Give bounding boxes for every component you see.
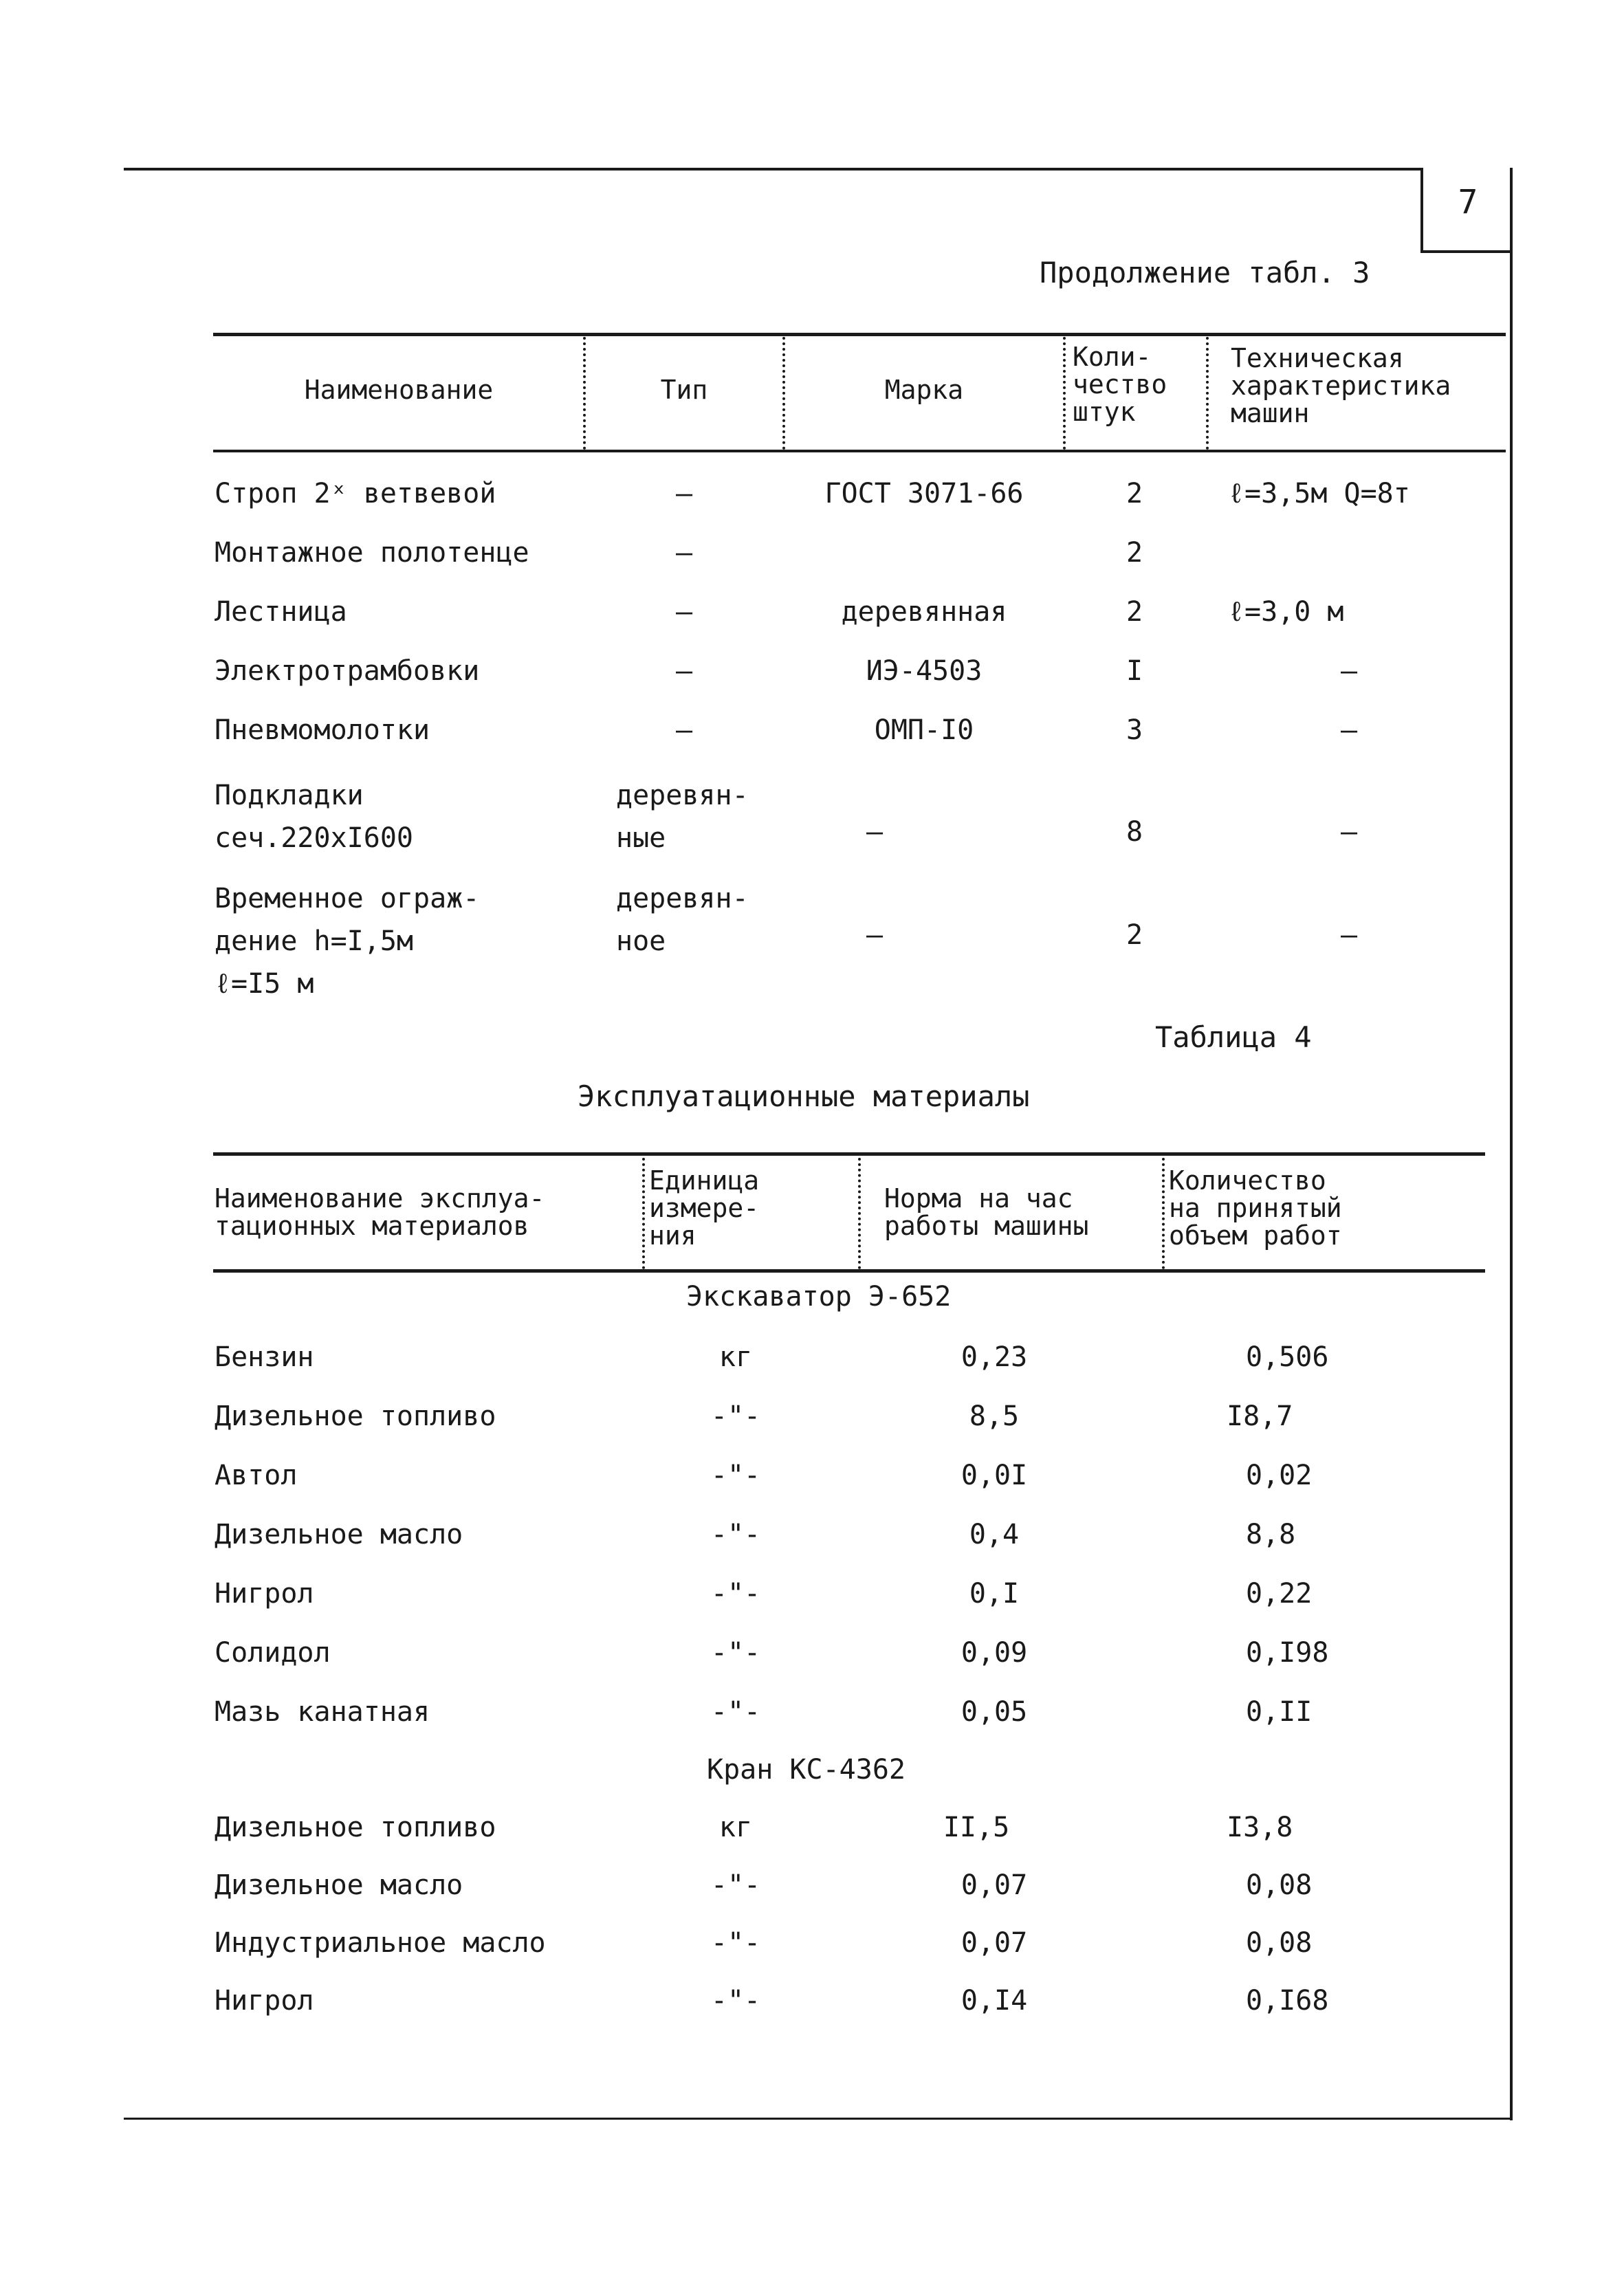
table4-row-norm: 0,0I: [961, 1460, 1028, 1491]
table3-row-name: Пневмомолотки: [215, 714, 430, 746]
table3-row-qty: 2: [1126, 596, 1143, 628]
table3-col-sep-3: [1063, 337, 1066, 450]
table4-row-unit: кг: [718, 1812, 753, 1843]
table4-row-norm: 8,5: [969, 1401, 1020, 1432]
table3-row-tech: –: [1340, 655, 1358, 687]
table4-row-unit: -"-: [710, 1519, 761, 1550]
table3-row-brand: ИЭ-4503: [866, 655, 983, 687]
table4-row-total: 0,I98: [1246, 1637, 1329, 1669]
table4-row-unit: -"-: [710, 1578, 761, 1610]
table4-row-unit: -"-: [710, 1401, 761, 1432]
table4-row-total: 0,08: [1246, 1927, 1313, 1959]
table3-col-sep-4: [1206, 337, 1209, 450]
table4-row-name: Нигрол: [215, 1578, 314, 1610]
table3-row-name: Строп 2ˣ ветвевой: [215, 478, 496, 509]
table4-row-unit: -"-: [710, 1460, 761, 1491]
table4-row-total: 8,8: [1246, 1519, 1296, 1550]
table3-row-name: Монтажное полотенце: [215, 537, 529, 569]
table3-row-brand: –: [866, 919, 884, 951]
table4-row-norm: 0,07: [961, 1869, 1028, 1901]
table3-header-brand: Марка: [884, 375, 964, 405]
table3-row-name: Временное ограж- дение h=I,5м ℓ=I5 м: [215, 883, 480, 1000]
table3-row-type: –: [675, 714, 693, 746]
table3-header-name: Наименование: [304, 375, 494, 405]
table4-row-total: 0,02: [1246, 1460, 1313, 1491]
table3-row-brand: ГОСТ 3071-66: [824, 478, 1024, 509]
table4-header-total: Количество на принятый объем работ: [1169, 1165, 1342, 1251]
table4-row-norm: II,5: [943, 1812, 1010, 1843]
table4-row-name: Бензин: [215, 1341, 314, 1373]
table4-row-norm: 0,07: [961, 1927, 1028, 1959]
table4-row-norm: 0,05: [961, 1696, 1028, 1728]
table4-row-norm: 0,23: [961, 1341, 1028, 1373]
table3-row-tech: ℓ=3,5м Q=8т: [1228, 478, 1410, 509]
table3-row-tech: –: [1340, 816, 1358, 848]
table3-row-type: деревян- ное: [616, 883, 749, 957]
table4-row-name: Дизельное масло: [215, 1519, 463, 1550]
table4-row-name: Дизельное масло: [215, 1869, 463, 1901]
table3-header-type: Тип: [660, 375, 708, 405]
table3-header-rule: [213, 450, 1506, 452]
table3-row-tech: –: [1340, 919, 1358, 951]
table4-row-name: Индустриальное масло: [215, 1927, 546, 1959]
page-number-box: [1420, 168, 1513, 253]
table3-row-brand: –: [866, 816, 884, 848]
table4-row-name: Дизельное топливо: [215, 1401, 496, 1432]
table4-row-norm: 0,4: [969, 1519, 1020, 1550]
table3-row-tech: ℓ=3,0 м: [1228, 596, 1344, 628]
table4-group2-title: Кран КС-4362: [707, 1754, 906, 1786]
table3-row-qty: 2: [1126, 537, 1143, 569]
table4-row-unit: -"-: [710, 1869, 761, 1901]
table4-row-total: 0,22: [1246, 1578, 1313, 1610]
table4-row-norm: 0,09: [961, 1637, 1028, 1669]
table4-row-norm: 0,I: [969, 1578, 1020, 1610]
table3-top-rule: [213, 333, 1506, 336]
table3-row-name: Подкладки сеч.220хI600: [215, 780, 413, 854]
table3-header-tech: Техническая характеристика машин: [1231, 343, 1451, 428]
table4-row-unit: -"-: [710, 1985, 761, 2017]
table3-row-qty: 8: [1126, 816, 1143, 848]
table4-row-total: I8,7: [1227, 1401, 1293, 1432]
table4-row-total: I3,8: [1227, 1812, 1293, 1843]
table4-header-norm: Норма на час работы машины: [884, 1183, 1089, 1241]
table4-col-sep-1: [642, 1158, 645, 1269]
table4-header-unit: Единица измере- ния: [649, 1165, 760, 1251]
table4-group1-title: Экскаватор Э-652: [686, 1281, 952, 1313]
table4-row-unit: -"-: [710, 1637, 761, 1669]
table4-row-name: Дизельное топливо: [215, 1812, 496, 1843]
table3-row-tech: –: [1340, 714, 1358, 746]
table4-row-unit: -"-: [710, 1696, 761, 1728]
table3-caption: Продолжение табл. 3: [1040, 256, 1370, 289]
right-border-line: [1510, 168, 1513, 2120]
table4-row-total: 0,506: [1246, 1341, 1329, 1373]
table4-row-unit: кг: [718, 1341, 753, 1373]
table4-header-name: Наименование эксплуа- тационных материалов: [215, 1183, 545, 1241]
table4-top-rule: [213, 1152, 1485, 1156]
table3-row-brand: деревянная: [841, 596, 1007, 628]
table4-col-sep-3: [1162, 1158, 1165, 1269]
table4-header-rule: [213, 1269, 1485, 1273]
table3-row-type: –: [675, 655, 693, 687]
table3-row-type: деревян- ные: [616, 780, 749, 854]
table4-row-total: 0,II: [1246, 1696, 1313, 1728]
table4-title: Эксплуатационные материалы: [578, 1079, 1030, 1113]
table4-row-unit: -"-: [710, 1927, 761, 1959]
bottom-border-line: [124, 2118, 1513, 2120]
table4-row-name: Мазь канатная: [215, 1696, 430, 1728]
table3-row-name: Лестница: [215, 596, 347, 628]
table4-row-total: 0,08: [1246, 1869, 1313, 1901]
page-number: 7: [1458, 183, 1478, 221]
table3-row-brand: ОМП-I0: [874, 714, 974, 746]
table3-row-type: –: [675, 537, 693, 569]
table3-row-qty: 2: [1126, 919, 1143, 951]
table3-row-qty: 2: [1126, 478, 1143, 509]
table3-row-qty: I: [1126, 655, 1143, 687]
table4-row-total: 0,I68: [1246, 1985, 1329, 2017]
table4-row-name: Солидол: [215, 1637, 331, 1669]
table3-row-name: Электротрамбовки: [215, 655, 480, 687]
table4-row-name: Нигрол: [215, 1985, 314, 2017]
table4-col-sep-2: [858, 1158, 861, 1269]
table3-row-qty: 3: [1126, 714, 1143, 746]
table3-row-type: –: [675, 478, 693, 509]
table3-row-type: –: [675, 596, 693, 628]
table4-label: Таблица 4: [1155, 1020, 1312, 1054]
table4-row-norm: 0,I4: [961, 1985, 1028, 2017]
table4-row-name: Автол: [215, 1460, 298, 1491]
table3-header-qty: Коли- чество штук: [1073, 342, 1167, 427]
top-border-line: [124, 168, 1423, 171]
